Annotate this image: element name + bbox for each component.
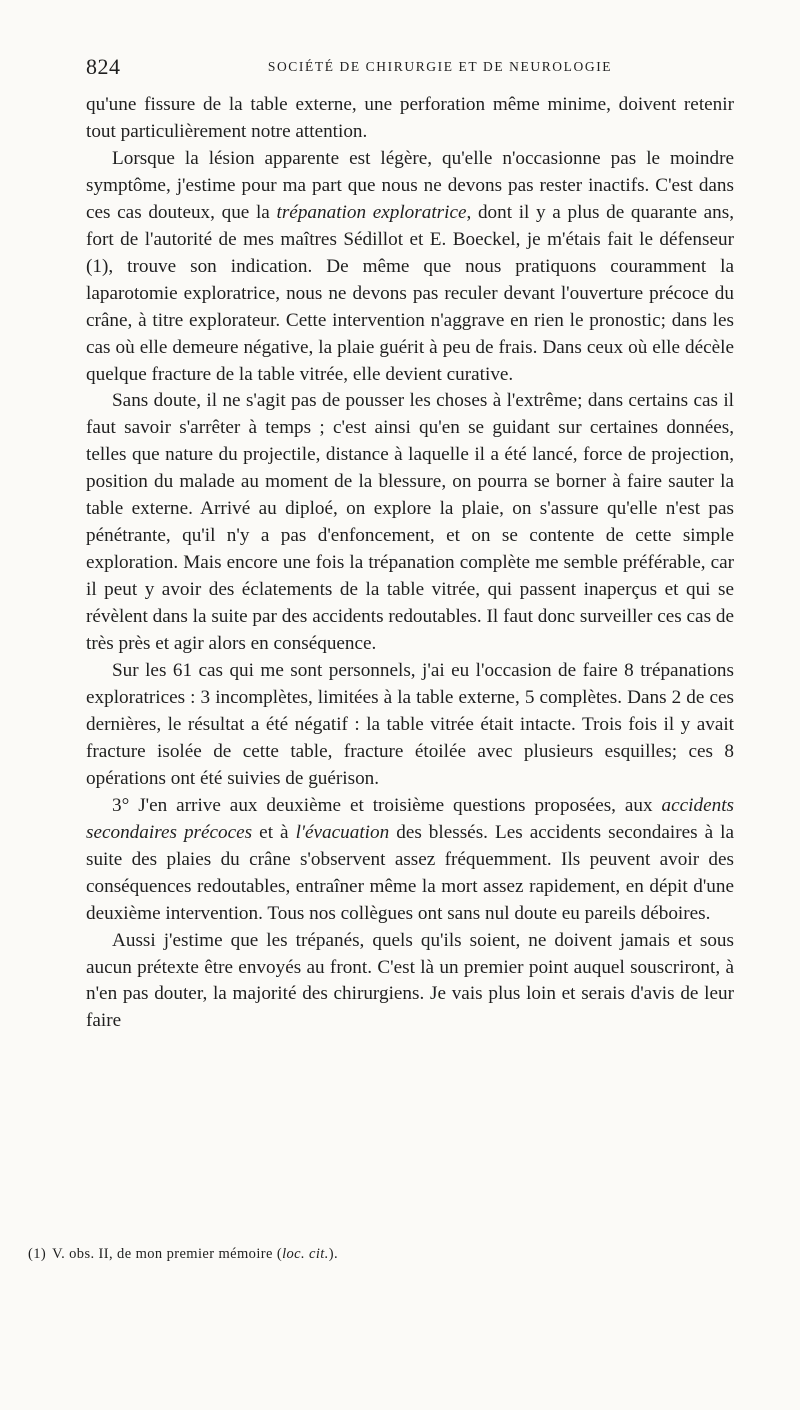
running-title: SOCIÉTÉ DE CHIRURGIE ET DE NEUROLOGIE — [267, 59, 613, 74]
paragraph-5-text-c: des blessés. Les accidents secondaires à la suite des plaies du crâne s'observent assez fréquemment. Ils peuvent avoir des conséquences redoutables, entraîner même la mort assez rapidement, en dépit d'une deuxième intervention. Tous nos collègues ont sans nul doute eu pareils déboires. — [86, 821, 734, 924]
footnote-text-b: ). — [328, 1246, 339, 1262]
footnote — [28, 1246, 338, 1263]
paragraph-5-italic-2: l'évacuation — [295, 821, 390, 843]
paragraph-5-italic-1: accidents secondaires précoces — [86, 794, 734, 843]
paragraph-2-text-a: Lorsque la lésion apparente est légère, qu'elle n'occasionne pas le moindre symptôme, j'estime pour ma part que nous ne devons pas rester inactifs. C'est dans ces cas douteux, que la — [86, 147, 734, 223]
paragraph-2 — [86, 146, 734, 389]
book-page — [86, 54, 734, 1035]
paragraph-5-text-a: 3° J'en arrive aux deuxième et troisième questions proposées, aux — [112, 794, 662, 816]
paragraph-5-text-b: et à — [252, 821, 296, 843]
page-header — [86, 54, 734, 90]
paragraph-6: Aussi j'estime que les trépanés, quels qu'ils soient, ne doivent jamais et sous aucun prétexte être envoyés au front. C'est là un premier point auquel souscriront, à n'en pas douter, la majorité des chirurgiens. Je vais plus loin et serais d'avis de leur faire — [86, 929, 734, 1032]
footnote-italic: loc. cit. — [282, 1246, 329, 1262]
paragraph-3: Sans doute, il ne s'agit pas de pousser les choses à l'extrême; dans certains cas il faut savoir s'arrêter à temps ; c'est ainsi qu'en se guidant sur certaines données, telles que nature du projectile, distance à laquelle il a été lancé, force de projection, position du malade au moment de la blessure, on pourra se borner à faire sauter la table externe. Arrivé au diploé, on explore la plaie, on s'assure qu'elle n'est pas pénétrante, qu'il n'y a pas d'enfoncement, et on se contente de cette simple exploration. Mais encore une fois la trépanation complète me semble préférable, car il peut y avoir des éclatements de la table vitrée, qui passent inaperçus et qui se révèlent dans la suite par des accidents redoutables. Il faut donc surveiller ces cas de très près et agir alors en conséquence. — [86, 390, 734, 655]
paragraph-5 — [86, 793, 734, 928]
paragraph-4: Sur les 61 cas qui me sont personnels, j'ai eu l'occasion de faire 8 trépanations exploratrices : 3 incomplètes, limitées à la table externe, 5 complètes. Dans 2 de ces dernières, le résultat a été négatif : la table vitrée était intacte. Trois fois il y avait fracture isolée de cette table, fracture étoilée avec plusieurs esquilles; ces 8 opérations ont été suivies de guérison. — [86, 660, 734, 789]
footnote-mark: (1) — [28, 1246, 47, 1262]
body-text — [86, 92, 734, 1035]
paragraph-1: qu'une fissure de la table externe, une perforation même minime, doivent retenir tout particulièrement notre attention. — [86, 94, 734, 142]
paragraph-2-text-b: , dont il y a plus de quarante ans, fort de l'autorité de mes maîtres Sédillot et E. Boeckel, je m'étais fait le défenseur (1), trouve son indication. De même que nous pratiquons couramment la laparotomie exploratrice, nous ne devons pas reculer devant l'ouverture précoce du crâne, à titre explorateur. Cette intervention n'aggrave en rien le pronostic; dans les cas où elle demeure négative, la plaie guérit à peu de frais. Dans ceux où elle décèle quelque fracture de la table vitrée, elle devient curative. — [86, 201, 735, 385]
footnote-text-a: V. obs. II, de mon premier mémoire ( — [52, 1246, 283, 1262]
paragraph-2-italic: trépanation exploratrice — [276, 201, 467, 223]
page-number: 824 — [86, 54, 121, 79]
